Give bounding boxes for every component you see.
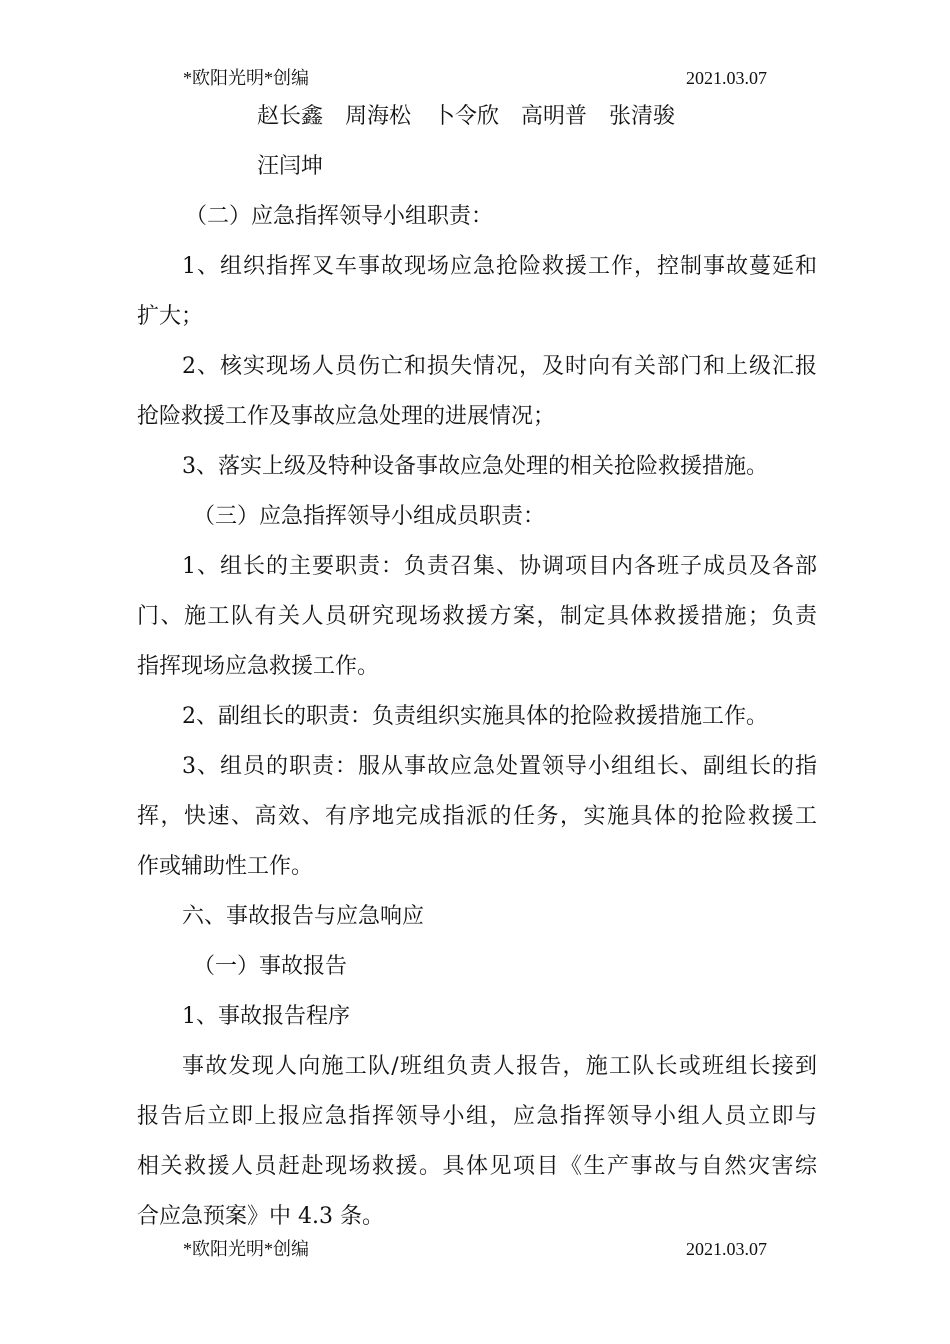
paragraph-line: 3、组员的职责：服从事故应急处置领导小组组长、副组长的指 [182,754,817,779]
paragraph-line: 2、核实现场人员伤亡和损失情况，及时向有关部门和上级汇报 [182,354,817,379]
paragraph-line: 相关救援人员赶赴现场救援。具体见项目《生产事故与自然灾害综 [137,1154,817,1179]
paragraph-line: 指挥现场应急救援工作。 [137,654,380,679]
paragraph-line: 扩大； [137,304,204,329]
footer-date: 2021.03.07 [686,1239,767,1259]
paragraph-line: 门、施工队有关人员研究现场救援方案，制定具体救援措施；负责 [137,604,817,629]
footer-author: *欧阳光明*创编 [183,1239,309,1259]
names-line: 汪闫坤 [257,154,324,179]
paragraph-line: 抢险救援工作及事故应急处理的进展情况； [137,404,556,429]
section-title: （三）应急指挥领导小组成员职责： [193,504,546,529]
paragraph-line: 3、落实上级及特种设备事故应急处理的相关抢险救援措施。 [182,454,768,479]
document-body [137,92,817,1242]
subsection-title: 1、事故报告程序 [182,1004,350,1029]
paragraph-line: 合应急预案》中 4.3 条。 [137,1204,384,1229]
paragraph-line: 1、组长的主要职责：负责召集、协调项目内各班子成员及各部 [182,554,817,579]
paragraph-line: 报告后立即上报应急指挥领导小组，应急指挥领导小组人员立即与 [137,1104,817,1129]
section-title: （二）应急指挥领导小组职责： [185,204,494,229]
names-line: 赵长鑫 周海松 卜令欣 高明普 张清骏 [257,104,676,129]
chapter-title: 六、事故报告与应急响应 [182,904,425,929]
section-title: （一）事故报告 [193,954,348,979]
header-date: 2021.03.07 [686,68,767,88]
paragraph-line: 作或辅助性工作。 [137,854,314,879]
paragraph-line: 2、副组长的职责：负责组织实施具体的抢险救援措施工作。 [182,704,768,729]
paragraph-line: 1、组织指挥叉车事故现场应急抢险救援工作，控制事故蔓延和 [182,254,817,279]
paragraph-line: 挥，快速、高效、有序地完成指派的任务，实施具体的抢险救援工 [137,804,817,829]
paragraph-line: 事故发现人向施工队/班组负责人报告，施工队长或班组长接到 [182,1054,817,1079]
header-author: *欧阳光明*创编 [183,68,309,88]
